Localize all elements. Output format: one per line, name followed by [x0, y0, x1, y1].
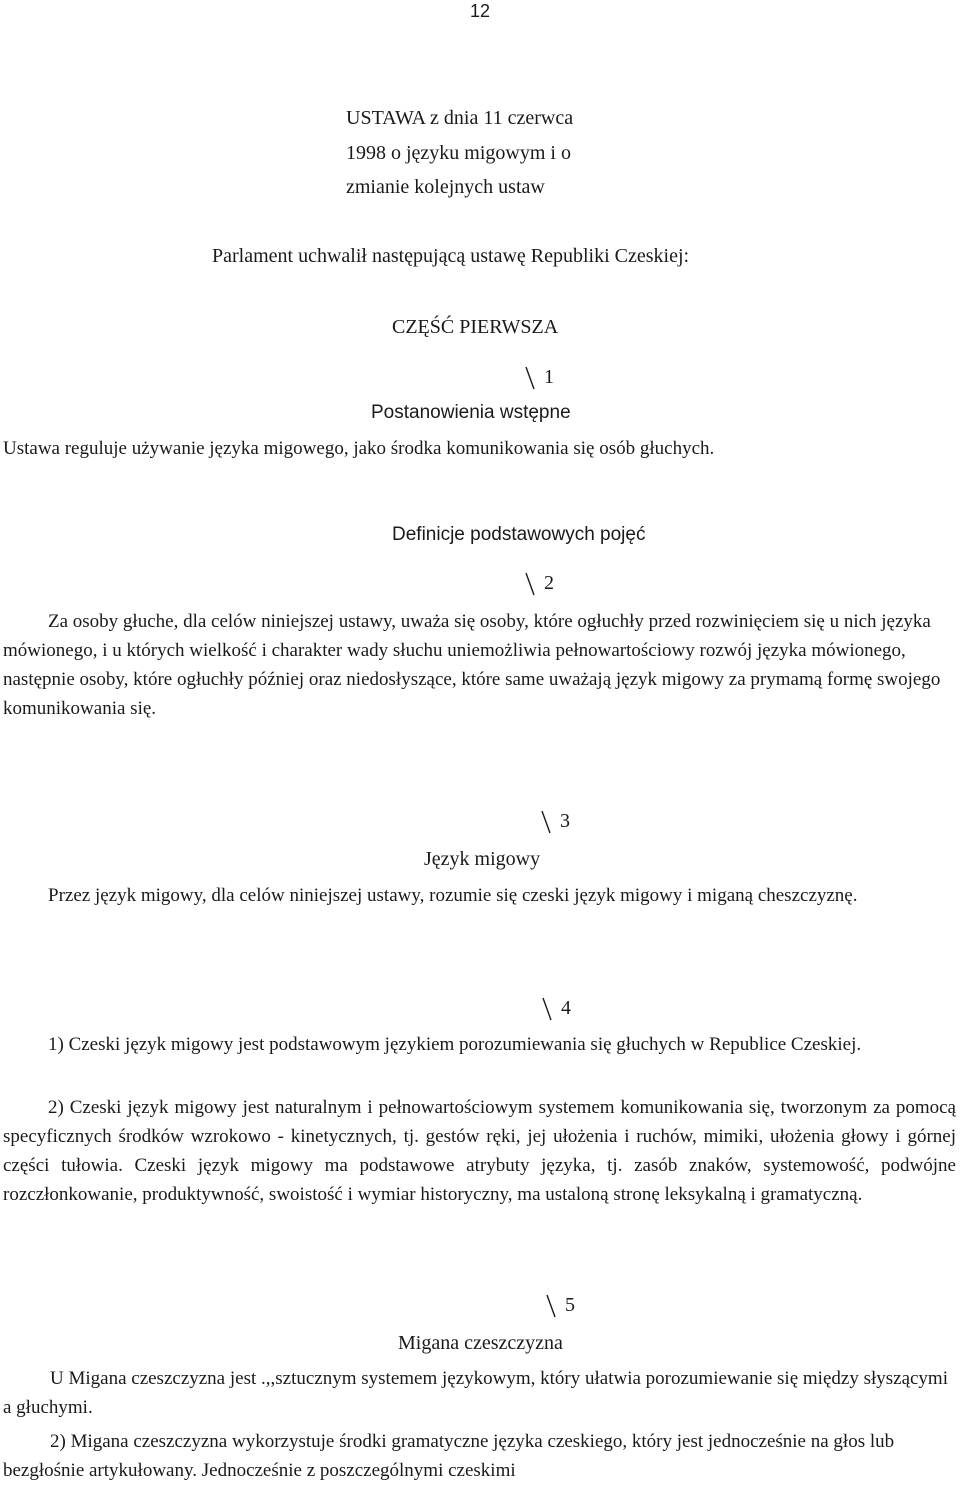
section-sign-icon	[524, 366, 536, 390]
section-paragraph: U Migana czeszczyzna jest .,,sztucznym systemem językowym, który ułatwia porozumiewanie się między słyszącymi a głuchymi.	[3, 1368, 948, 1418]
section-number: 4	[561, 997, 571, 1019]
section-heading: Język migowy	[424, 848, 541, 870]
section-number: 2	[544, 572, 554, 594]
section-number: 1	[544, 366, 554, 388]
section-marker	[540, 808, 570, 834]
title-line: USTAWA z dnia 11 czerwca	[346, 107, 574, 129]
section-sign-icon	[541, 997, 553, 1021]
title-line: zmianie kolejnych ustaw	[346, 176, 545, 198]
section-paragraph: 2) Czeski język migowy jest naturalnym i pełnowartościowym systemem komunikowania się, tworzonym za pomocą specyficznych środków wzrokowo - kinetycznych, tj. gestów ręki, jej ułożenia i ruchów, mimiki, ułożenia głowy i górnej części tułowia. Czeski język migowy ma podstawowe atrybuty języka, tj. zasób znaków, systemowość, podwójne rozczłonkowanie, produktywność, swoistość i wymiar historyczny, ma ustaloną stronę leksykalną i gramatyczną.	[3, 1097, 956, 1205]
section-sign-icon	[524, 572, 536, 596]
section-sign-icon	[545, 1294, 557, 1318]
section-number: 3	[560, 810, 570, 832]
section-marker	[541, 995, 571, 1021]
section-paragraph: 1) Czeski język migowy jest podstawowym językiem porozumiewania się głuchych w Republice Czeskiej.	[48, 1034, 862, 1055]
section-sign-icon	[540, 810, 552, 834]
section-paragraph: Za osoby głuche, dla celów niniejszej ustawy, uważa się osoby, które ogłuchły przed rozwinięciem się u nich języka mówionego, i u których wielkość i charakter wady słuchu uniemożliwia pełnowartościowy rozwój języka mówionego, następnie osoby, które ogłuchły później oraz niedosłyszące, które same uważają język migowy za prymamą formę swojego komunikowania się.	[3, 611, 941, 719]
section-paragraph: Ustawa reguluje używanie języka migowego, jako środka komunikowania się osób głuchych.	[3, 438, 715, 459]
title-line: 1998 o języku migowym i o	[346, 142, 571, 164]
part-heading: CZĘŚĆ PIERWSZA	[392, 316, 559, 338]
section-paragraph: 2) Migana czeszczyzna wykorzystuje środki gramatyczne języka czeskiego, który jest jednocześnie na głos lub bezgłośnie artykułowany. Jednocześnie z poszczególnymi czeskimi	[3, 1431, 895, 1481]
section-heading: Migana czeszczyzna	[398, 1332, 563, 1354]
section-heading: Postanowienia wstępne	[371, 402, 571, 423]
section-paragraph: Przez język migowy, dla celów niniejszej ustawy, rozumie się czeski język migowy i miganą cheszczyznę.	[48, 885, 858, 906]
section-marker	[545, 1292, 575, 1318]
page-number: 12	[469, 1, 491, 21]
preamble: Parlament uchwalił następującą ustawę Republiki Czeskiej:	[212, 245, 690, 267]
section-heading: Definicje podstawowych pojęć	[392, 524, 646, 545]
section-marker	[524, 364, 554, 390]
section-marker	[524, 570, 554, 596]
section-number: 5	[565, 1294, 575, 1316]
